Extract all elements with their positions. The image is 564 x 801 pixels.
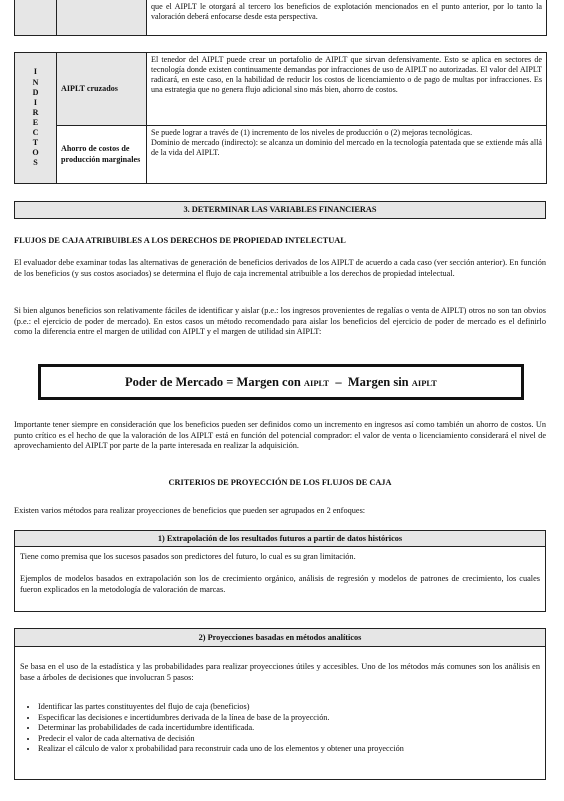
top-table [14, 0, 547, 36]
formula-mid: – Margen sin [329, 375, 412, 389]
list-item: • Especificar las decisiones e incertidumbres derivada de la línea de base de la proyección. [38, 713, 540, 724]
formula-box [38, 364, 524, 400]
formula-aiplt-2: AIPLT [411, 378, 437, 388]
row-label-aiplt-cruzados: AIPLT cruzados [57, 53, 147, 126]
formula-left: Poder de Mercado = Margen con [125, 375, 304, 389]
method-box-2-title: 2) Proyecciones basadas en métodos analíticos [198, 633, 362, 642]
section-3-heading-bar [14, 201, 546, 219]
method-box-1-title-bar [14, 530, 546, 547]
formula-aiplt-1: AIPLT [303, 378, 330, 388]
method-box-1-p2: Ejemplos de modelos basados en extrapolación son los de crecimiento orgánico, análisis de regresión y modelos de patrones de crecimiento, los cuales fueron explicados en la metodología de valoración de marcas. [20, 574, 540, 594]
criteria-heading: CRITERIOS DE PROYECCIÓN DE LOS FLUJOS DE CAJA [168, 478, 392, 487]
ahorro-text-1: Se puede lograr a través de (1) incremento de los niveles de producción o (2) mejoras tecnológicas. [151, 128, 473, 137]
row-text-aiplt-cruzados: El tenedor del AIPLT puede crear un portafolio de AIPLT que sirvan defensivamente. Esto se aplica en sectores de tecnología donde existen continuamente demandas por infracciones de uso de AIPLT no autorizadas. El valor del AIPLT radicará, en este caso, en la habilidad de reducir los costos de licenciamiento o de pago de multas por infracciones. Es una estrategia que no genera flujo adicional sino más bien, ahorro de costos. [147, 53, 547, 126]
row-label-ahorro-costos: Ahorro de costos de producción marginales [57, 126, 147, 184]
row-text-ahorro-costos [147, 126, 547, 184]
list-item: • Predecir el valor de cada alternativa de decisión [38, 734, 540, 745]
section-3-heading: 3. DETERMINAR LAS VARIABLES FINANCIERAS [183, 205, 377, 214]
method-box-2-p1: Se basa en el uso de la estadística y las probabilidades para realizar proyecciones útiles y accesibles. Uno de los métodos más comunes son los análisis en base a árboles de decisiones que involucran 5 pasos: [20, 662, 540, 682]
ahorro-text-2: Dominio de mercado (indirecto): se alcanza un dominio del mercado en la tecnología patentada que se extiende más allá de la vida del AIPLT. [151, 138, 542, 158]
top-table-side-cell [15, 0, 57, 36]
flows-para-1: El evaluador debe examinar todas las alternativas de generación de beneficios derivados de los AIPLT de acuerdo a cada caso (ver sección anterior). En función de los beneficios (y sus costos asociados) se determina el flujo de caja incremental atribuible a los derechos de propiedad intelectual. [14, 258, 546, 278]
flows-para-3: Importante tener siempre en consideración que los beneficios pueden ser definidos como un incremento en ingresos así como también un ahorro de costos. Un punto crítico es el hecho de que la valoración de los AIPLT está en función del potencial comprador: el valor de venta o licenciamiento considerará el nivel de aprovechamiento del AIPLT por parte de la parte interesada en realizar la adquisición. [14, 420, 546, 451]
flows-para-2: Si bien algunos beneficios son relativamente fáciles de identificar y aislar (p.e.: los ingresos provenientes de regalías o venta de AIPLT) otros no son tan obvios (p.e.: el ejercicio de poder de mercado). En estos casos un método recomendado para aislar los beneficios del ejercicio de poder de mercado es el definirlo como la diferencia entre el margen de utilidad con AIPLT y el margen de utilidad sin AIPLT: [14, 306, 546, 337]
method-box-2-title-bar [14, 628, 546, 647]
list-item: • Determinar las probabilidades de cada incertidumbre identificada. [38, 723, 540, 734]
flows-heading: FLUJOS DE CAJA ATRIBUIBLES A LOS DERECHOS DE PROPIEDAD INTELECTUAL [14, 236, 346, 245]
criteria-intro: Existen varios métodos para realizar proyecciones de beneficios que pueden ser agrupados en 2 enfoques: [14, 506, 366, 515]
indirect-side-label: I N D I R E C T O S [15, 53, 57, 184]
top-table-label-cell [57, 0, 147, 36]
list-item: • Identificar las partes constituyentes del flujo de caja (beneficios) [38, 702, 540, 713]
method-box-1-title: 1) Extrapolación de los resultados futuros a partir de datos históricos [157, 534, 403, 543]
top-table-text: que el AIPLT le otorgará al tercero los beneficios de explotación mencionados en el punto anterior, por lo tanto la valoración deberá enfocarse desde esta perspectiva. [147, 0, 547, 36]
indirect-benefits-table [14, 52, 547, 184]
list-item: • Realizar el cálculo de valor x probabilidad para reconstruir cada uno de los elementos y obtener una proyección [38, 744, 540, 755]
method-box-1-p1: Tiene como premisa que los sucesos pasados son predictores del futuro, lo cual es su gran limitación. [20, 552, 356, 561]
decision-steps-list [20, 702, 540, 755]
